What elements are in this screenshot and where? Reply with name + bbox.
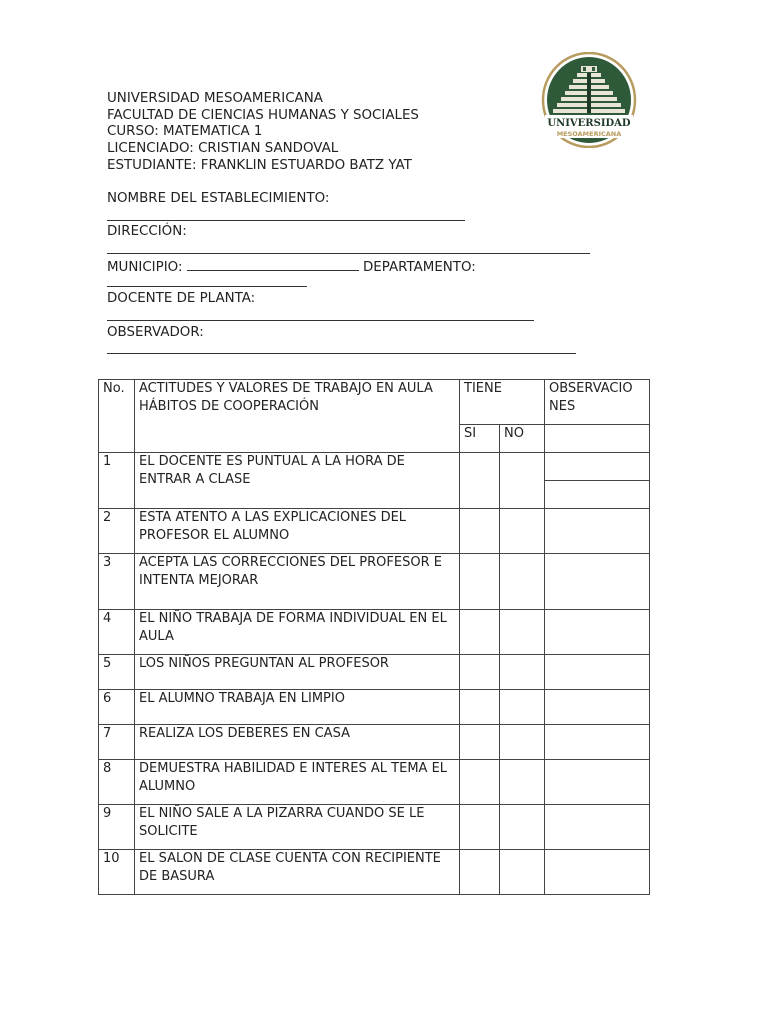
row-observations-cell[interactable] [545, 509, 650, 554]
staff-teacher-input[interactable] [107, 308, 534, 321]
row-yes-cell[interactable] [460, 690, 500, 725]
row-no-cell[interactable] [500, 610, 545, 655]
row-yes-cell[interactable] [460, 554, 500, 610]
table-row [99, 610, 650, 655]
row-no-cell[interactable] [500, 850, 545, 895]
row-yes-cell[interactable] [460, 453, 500, 509]
row-yes-cell[interactable] [460, 850, 500, 895]
table-row [99, 850, 650, 895]
row-observations-cell[interactable] [545, 850, 650, 895]
table-row [99, 690, 650, 725]
university-name: UNIVERSIDAD MESOAMERICANA [107, 91, 323, 106]
row-criterion: LOS NIÑOS PREGUNTAN AL PROFESOR [135, 655, 460, 690]
teacher-name: LICENCIADO: CRISTIAN SANDOVAL [107, 141, 339, 157]
row-criterion: EL NIÑO SALE A LA PIZARRA CUANDO SE LE SOLICITE [135, 805, 460, 850]
row-yes-cell[interactable] [460, 509, 500, 554]
university-logo [541, 52, 637, 148]
course-name: CURSO: MATEMATICA 1 [107, 124, 263, 140]
row-observations-cell[interactable] [545, 805, 650, 850]
row-criterion: EL SALON DE CLASE CUENTA CON RECIPIENTE DE BASURA [135, 850, 460, 895]
header-no: No. [99, 380, 135, 453]
row-number: 4 [99, 610, 135, 655]
table-row [99, 509, 650, 554]
row-observations-cell[interactable] [545, 760, 650, 805]
row-criterion: ESTA ATENTO A LAS EXPLICACIONES DEL PROFESOR EL ALUMNO [135, 509, 460, 554]
address-input[interactable] [107, 241, 590, 254]
row-no-cell[interactable] [500, 655, 545, 690]
staff-teacher-label: DOCENTE DE PLANTA: [107, 291, 256, 307]
observations-subheader-cell [545, 425, 650, 453]
row-no-cell[interactable] [500, 453, 545, 509]
observer-input[interactable] [107, 341, 576, 354]
row-number: 9 [99, 805, 135, 850]
row-number: 10 [99, 850, 135, 895]
table-row [99, 554, 650, 610]
establishment-label: NOMBRE DEL ESTABLECIMIENTO: [107, 191, 330, 206]
row-number: 7 [99, 725, 135, 760]
table-row [99, 805, 650, 850]
row-observations-cell[interactable] [545, 655, 650, 690]
row-criterion: EL DOCENTE ES PUNTUAL A LA HORA DE ENTRAR A CLASE [135, 453, 460, 509]
row-yes-cell[interactable] [460, 655, 500, 690]
row-criterion: REALIZA LOS DEBERES EN CASA [135, 725, 460, 760]
row-observations-cell[interactable] [545, 453, 650, 509]
row-observations-cell[interactable] [545, 690, 650, 725]
table-header-row [99, 380, 650, 425]
document-header [107, 91, 419, 175]
row-yes-cell[interactable] [460, 760, 500, 805]
row-yes-cell[interactable] [460, 725, 500, 760]
row-observations-cell[interactable] [545, 610, 650, 655]
row-no-cell[interactable] [500, 725, 545, 760]
evaluation-table [98, 379, 650, 895]
student-name: ESTUDIANTE: FRANKLIN ESTUARDO BATZ YAT [107, 157, 412, 173]
row-no-cell[interactable] [500, 760, 545, 805]
row-number: 1 [99, 453, 135, 509]
faculty-name: FACULTAD DE CIENCIAS HUMANAS Y SOCIALES [107, 107, 419, 123]
row-no-cell[interactable] [500, 690, 545, 725]
logo-text-line2: MESOAMERICANA [556, 130, 622, 138]
row-no-cell[interactable] [500, 554, 545, 610]
header-no-col: NO [500, 425, 545, 453]
observer-label: OBSERVADOR: [107, 324, 204, 340]
table-row [99, 453, 650, 509]
row-criterion: ACEPTA LAS CORRECCIONES DEL PROFESOR E INTENTA MEJORAR [135, 554, 460, 610]
row-criterion: EL ALUMNO TRABAJA EN LIMPIO [135, 690, 460, 725]
header-attitudes: ACTITUDES Y VALORES DE TRABAJO EN AULA HÁBITOS DE COOPERACIÓN [135, 380, 460, 453]
department-label: DEPARTAMENTO: [363, 259, 476, 275]
row-number: 5 [99, 655, 135, 690]
row-number: 6 [99, 690, 135, 725]
row-criterion: DEMUESTRA HABILIDAD E INTERES AL TEMA EL ALUMNO [135, 760, 460, 805]
municipality-label: MUNICIPIO: [107, 259, 183, 275]
row-number: 3 [99, 554, 135, 610]
municipality-input[interactable] [187, 258, 359, 271]
row-observations-cell[interactable] [545, 725, 650, 760]
table-row [99, 725, 650, 760]
header-yes: SI [460, 425, 500, 453]
row-number: 8 [99, 760, 135, 805]
row-no-cell[interactable] [500, 805, 545, 850]
row-observations-cell[interactable] [545, 554, 650, 610]
table-row [99, 760, 650, 805]
row-number: 2 [99, 509, 135, 554]
table-row [99, 655, 650, 690]
form-fields [107, 191, 590, 358]
row-yes-cell[interactable] [460, 805, 500, 850]
logo-text-line1: UNIVERSIDAD [547, 118, 631, 129]
row-yes-cell[interactable] [460, 610, 500, 655]
establishment-input[interactable] [107, 208, 465, 221]
header-has: TIENE [460, 380, 545, 425]
row-criterion: EL NIÑO TRABAJA DE FORMA INDIVIDUAL EN EL AULA [135, 610, 460, 655]
university-seal-icon [541, 52, 637, 148]
row-no-cell[interactable] [500, 509, 545, 554]
address-label: DIRECCIÓN: [107, 224, 187, 240]
department-input[interactable] [107, 274, 307, 287]
header-observations: OBSERVACIO NES [545, 380, 650, 425]
